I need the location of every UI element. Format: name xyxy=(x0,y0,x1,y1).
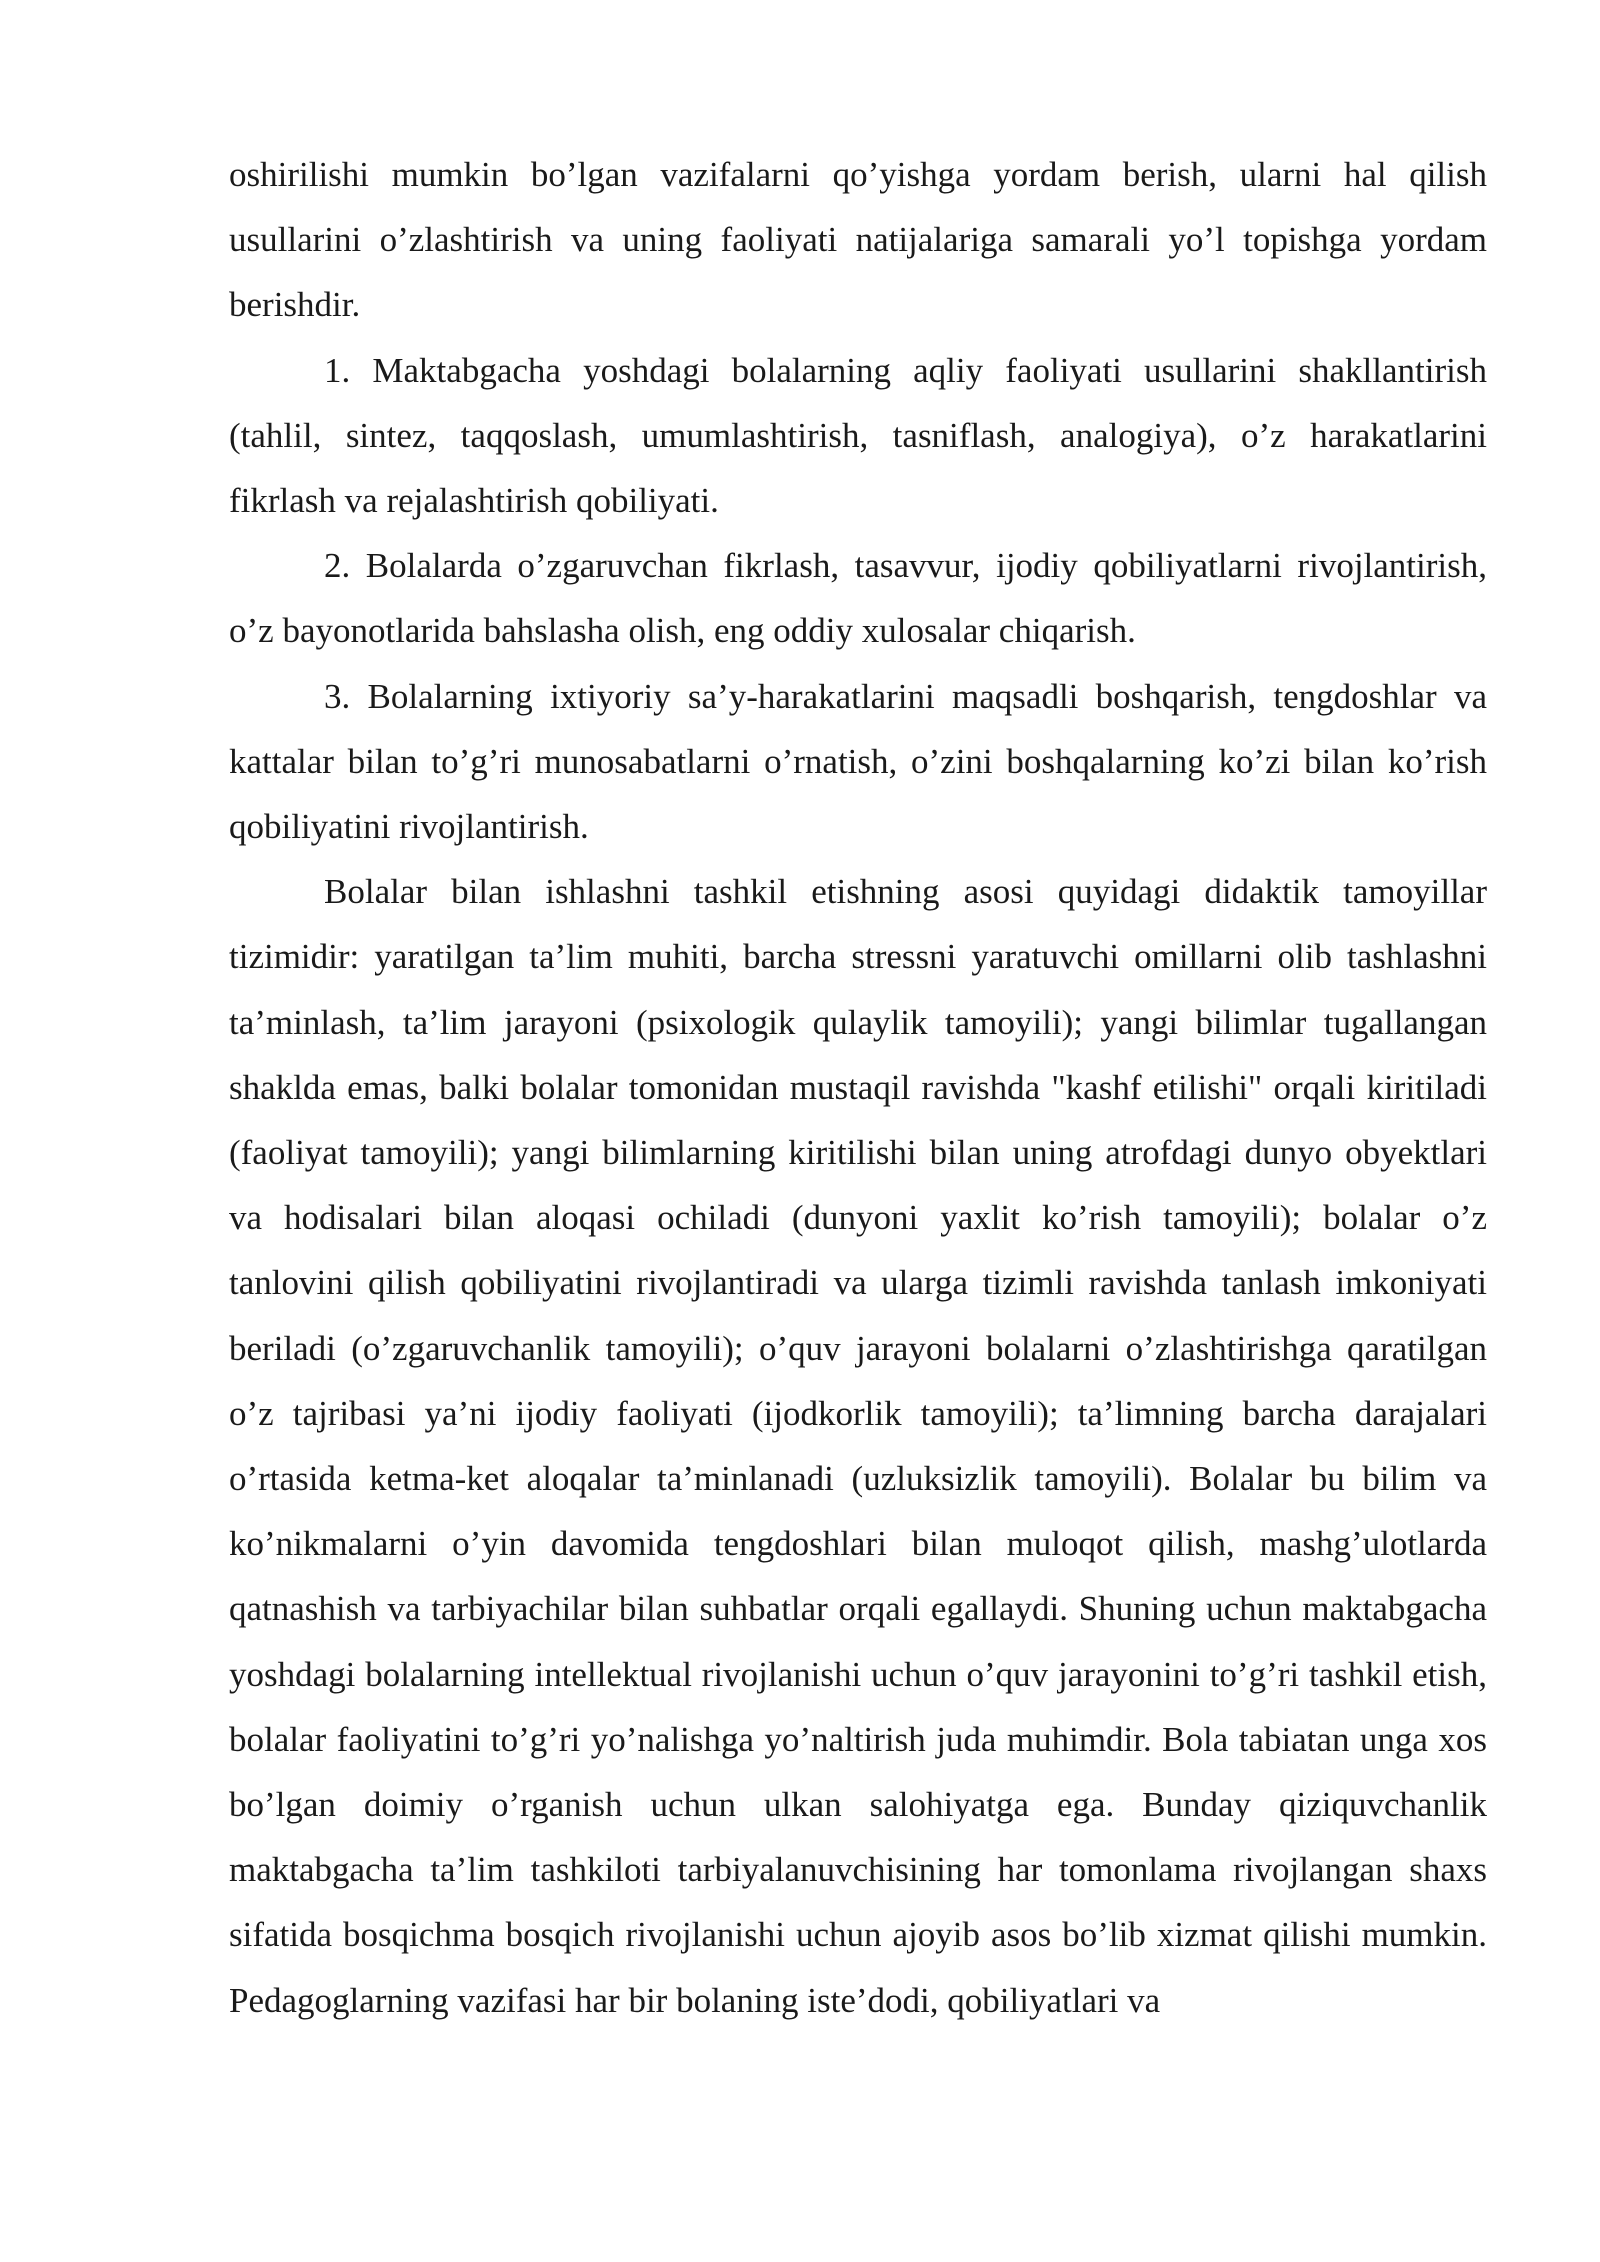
list-item-3: 3. Bolalarning ixtiyoriy sa’y-harakatlarini maqsadli boshqarish, tengdoshlar va kattalar bilan to’g’ri munosabatlarni o’rnatish, o’zini boshqalarning ko’zi bilan ko’rish qobiliyatini rivojlantirish. xyxy=(229,676,1487,847)
list-item-2: 2. Bolalarda o’zgaruvchan fikrlash, tasavvur, ijodiy qobiliyatlarni rivojlantirish, o’z bayonotlarida bahslasha olish, eng oddiy xulosalar chiqarish. xyxy=(229,546,1487,651)
body-text xyxy=(229,142,1487,2033)
paragraph-principles: Bolalar bilan ishlashni tashkil etishning asosi quyidagi didaktik tamoyillar tizimidir: yaratilgan ta’lim muhiti, barcha stressni yaratuvchi omillarni olib tashlashni ta’minlash, ta’lim jarayoni (psixologik qulaylik tamoyili); yangi bilimlar tugallangan shaklda emas, balki bolalar tomonidan mustaqil ravishda "kashf etilishi" orqali kiritiladi (faoliyat tamoyili); yangi bilimlarning kiritilishi bilan uning atrofdagi dunyo obyektlari va hodisalari bilan aloqasi ochiladi (dunyoni yaxlit ko’rish tamoyili); bolalar o’z tanlovini qilish qobiliyatini rivojlantiradi va ularga tizimli ravishda tanlash imkoniyati beriladi (o’zgaruvchanlik tamoyili); o’quv jarayoni bolalarni o’zlashtirishga qaratilgan o’z tajribasi ya’ni ijodiy faoliyati (ijodkorlik tamoyili); ta’limning barcha darajalari o’rtasida ketma-ket aloqalar ta’minlanadi (uzluksizlik tamoyili). Bolalar bu bilim va ko’nikmalarni o’yin davomida tengdoshlari bilan muloqot qilish, mashg’ulotlarda qatnashish va tarbiyachilar bilan suhbatlar orqali egallaydi. Shuning uchun maktabgacha yoshdagi bolalarning intellektual rivojlanishi uchun o’quv jarayonini to’g’ri tashkil etish, bolalar faoliyatini to’g’ri yo’nalishga yo’naltirish juda muhimdir. Bola tabiatan unga xos bo’lgan doimiy o’rganish uchun ulkan salohiyatga ega. Bunday qiziquvchanlik maktabgacha ta’lim tashkiloti tarbiyalanuvchisining har tomonlama rivojlangan shaxs sifatida bosqichma bosqich rivojlanishi uchun ajoyib asos bo’lib xizmat qilishi mumkin. Pedagoglarning vazifasi har bir bolaning iste’dodi, qobiliyatlari va xyxy=(229,872,1487,2020)
paragraph-continuation: oshirilishi mumkin bo’lgan vazifalarni qo’yishga yordam berish, ularni hal qilish usullarini o’zlashtirish va uning faoliyati natijalariga samarali yo’l topishga yordam berishdir. xyxy=(229,155,1487,325)
list-item-1: 1. Maktabgacha yoshdagi bolalarning aqliy faoliyati usullarini shakllantirish (tahlil, sintez, taqqoslash, umumlashtirish, tasniflash, analogiya), o’z harakatlarini fikrlash va rejalashtirish qobiliyati. xyxy=(229,350,1487,521)
